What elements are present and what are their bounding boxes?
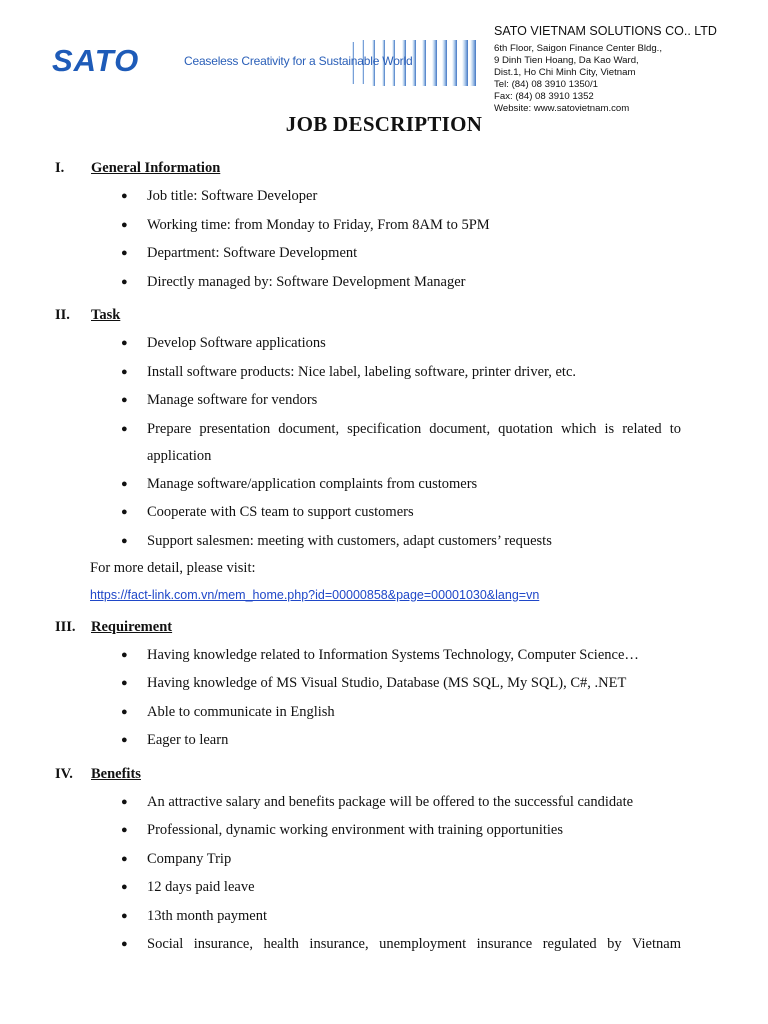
list-item-text: Prepare presentation document, specification document, quotation which is related to application xyxy=(147,421,681,464)
section-number: IV. xyxy=(55,766,73,782)
letterhead xyxy=(0,0,768,118)
list-item-text: Social insurance, health insurance, unemployment insurance regulated by Vietnam xyxy=(147,936,681,952)
bullet-icon: ● xyxy=(121,506,128,518)
more-detail-text: For more detail, please visit: xyxy=(90,560,256,576)
bullet-icon: ● xyxy=(121,478,128,490)
section-label: Benefits xyxy=(91,766,141,782)
company-logo-band xyxy=(52,40,476,86)
bullet-icon: ● xyxy=(121,677,128,689)
company-slogan: Ceaseless Creativity for a Sustainable World xyxy=(184,54,413,68)
list-item-text: Having knowledge of MS Visual Studio, Database (MS SQL, My SQL), C#, .NET xyxy=(147,675,627,691)
section-number: III. xyxy=(55,619,76,635)
list-item-text: Install software products: Nice label, labeling software, printer driver, etc. xyxy=(147,364,577,380)
bullet-icon: ● xyxy=(121,706,128,718)
bullet-icon: ● xyxy=(121,734,128,746)
address-line: Dist.1, Ho Chi Minh City, Vietnam xyxy=(494,67,636,78)
website-line: Website: www.satovietnam.com xyxy=(494,103,630,114)
bullet-icon: ● xyxy=(121,423,128,435)
bullet-icon: ● xyxy=(121,796,128,808)
section-label: Requirement xyxy=(91,619,173,635)
list-item-text: Manage software/application complaints from customers xyxy=(147,476,478,492)
address-line: 9 Dinh Tien Hoang, Da Kao Ward, xyxy=(494,55,639,66)
list-item-text: Professional, dynamic working environment with training opportunities xyxy=(147,822,564,838)
bullet-icon: ● xyxy=(121,219,128,231)
address-line: 6th Floor, Saigon Finance Center Bldg., xyxy=(494,43,662,54)
list-item-text: Able to communicate in English xyxy=(147,704,335,720)
list-item-text: Cooperate with CS team to support customers xyxy=(147,504,414,520)
bullet-icon: ● xyxy=(121,394,128,406)
list-item-text: Having knowledge related to Information Systems Technology, Computer Science… xyxy=(147,647,639,663)
list-item-text: Company Trip xyxy=(147,851,232,867)
bullet-icon: ● xyxy=(121,910,128,922)
section-label: General Information xyxy=(91,160,221,176)
document-title: JOB DESCRIPTION xyxy=(285,112,483,136)
bullet-icon: ● xyxy=(121,649,128,661)
list-item-text: Manage software for vendors xyxy=(147,392,318,408)
list-item-text: An attractive salary and benefits package will be offered to the successful candidate xyxy=(147,794,634,810)
fax-line: Fax: (84) 08 3910 1352 xyxy=(494,91,594,102)
bullet-icon: ● xyxy=(121,247,128,259)
list-item-text: Support salesmen: meeting with customers, adapt customers’ requests xyxy=(147,533,552,549)
sato-logo: SATO xyxy=(52,43,140,78)
list-item-text: Job title: Software Developer xyxy=(147,188,318,204)
list-item-text: Department: Software Development xyxy=(147,245,358,261)
tel-line: Tel: (84) 08 3910 1350/1 xyxy=(494,79,599,90)
list-item-text: 12 days paid leave xyxy=(147,879,255,895)
bullet-icon: ● xyxy=(121,824,128,836)
section-number: II. xyxy=(55,307,70,323)
bullet-icon: ● xyxy=(121,337,128,349)
list-item-text: Develop Software applications xyxy=(147,335,326,351)
bullet-icon: ● xyxy=(121,276,128,288)
bullet-icon: ● xyxy=(121,853,128,865)
bullet-icon: ● xyxy=(121,190,128,202)
list-item-text: Directly managed by: Software Development Manager xyxy=(147,274,466,290)
list-item-text: Working time: from Monday to Friday, From 8AM to 5PM xyxy=(147,217,490,233)
list-item-text: 13th month payment xyxy=(147,908,268,924)
company-contact-block xyxy=(494,24,754,115)
bullet-icon: ● xyxy=(121,366,128,378)
bullet-icon: ● xyxy=(121,535,128,547)
section-number: I. xyxy=(55,160,65,176)
list-item-text: Eager to learn xyxy=(147,732,229,748)
bullet-icon: ● xyxy=(121,881,128,893)
bullet-icon: ● xyxy=(121,938,128,950)
detail-link[interactable]: https://fact-link.com.vn/mem_home.php?id=00000858&page=00001030&lang=vn xyxy=(90,588,540,602)
section-label: Task xyxy=(91,307,121,323)
company-name: SATO VIETNAM SOLUTIONS CO.. LTD xyxy=(494,24,717,38)
